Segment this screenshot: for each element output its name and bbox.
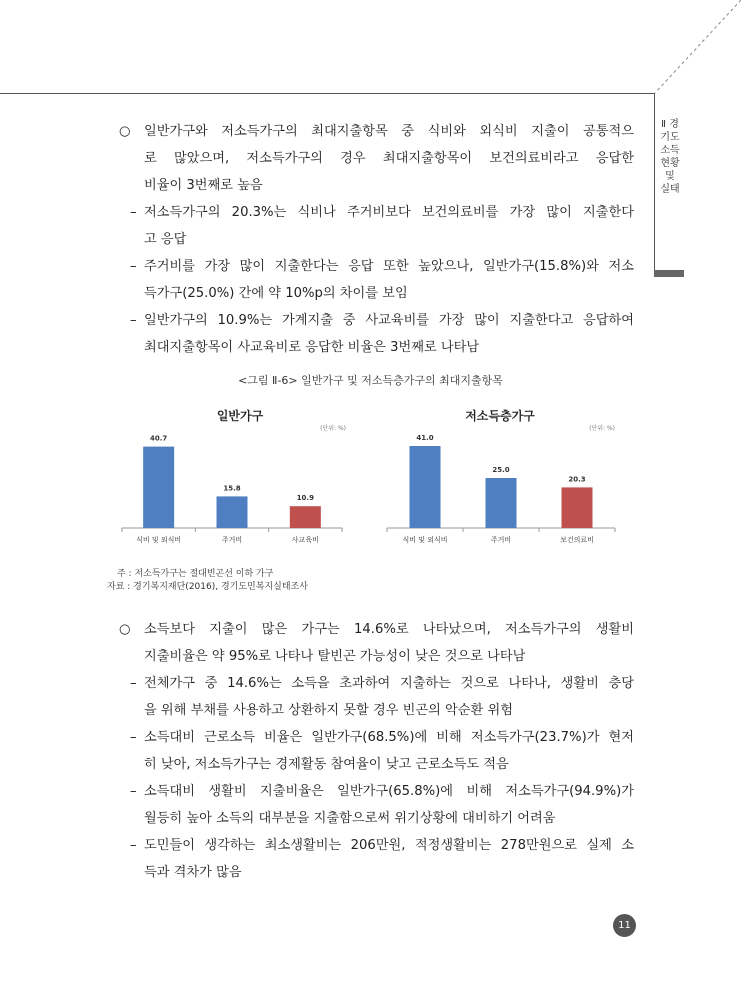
side-bar-marker	[654, 270, 684, 277]
category-label: 주거비	[490, 536, 512, 544]
bar	[562, 487, 593, 528]
chart-unit-label: (단위: %)	[320, 425, 346, 432]
text-line: 히 낮아, 저소득가구는 경제활동 참여율이 낮고 근로소득도 적음	[144, 757, 509, 772]
dash-bullet: –	[130, 730, 137, 745]
bar-value-label: 25.0	[492, 466, 510, 474]
chart-general-households	[110, 400, 370, 550]
figure-source: 자료 : 경기복지재단(2016), 경기도민복지실태조사	[107, 582, 308, 592]
text-line: 지출비율은 약 95%로 나타나 탈빈곤 가능성이 낮은 것으로 나타남	[144, 649, 526, 664]
dash-bullet: –	[130, 259, 137, 274]
bar-value-label: 40.7	[150, 434, 168, 443]
bar-value-label: 41.0	[416, 434, 434, 442]
text-line: 최대지출항목이 사교육비로 응답한 비율은 3번째로 나타남	[144, 340, 480, 355]
text-line: 소득대비 근로소득 비율은 일반가구(68.5%)에 비해 저소득가구(23.7%)가 현저	[144, 730, 634, 745]
circle-bullet: ○	[119, 622, 131, 637]
text-line: 소득대비 생활비 지출비율은 일반가구(65.8%)에 비해 저소득가구(94.9%)가	[144, 784, 634, 799]
text-line: 득가구(25.0%) 간에 약 10%p의 차이를 보임	[144, 286, 408, 301]
dash-bullet: –	[130, 784, 137, 799]
bar	[290, 506, 321, 528]
text-line: 전체가구 중 14.6%는 소득을 초과하여 지출하는 것으로 나타나, 생활비 충당	[144, 676, 634, 691]
text-line: 일반가구의 10.9%는 가계지출 중 사교육비를 가장 많이 지출한다고 응답하여	[144, 313, 634, 328]
figure-note: 주 : 저소득가구는 절대빈곤선 이하 가구	[117, 569, 274, 579]
bar	[143, 447, 174, 528]
text-line: 일반가구와 저소득가구의 최대지출항목 중 식비와 외식비 지출이 공통적으	[144, 124, 634, 139]
circle-bullet: ○	[119, 124, 131, 139]
bar-value-label: 15.8	[223, 484, 241, 493]
dash-bullet: –	[130, 205, 137, 220]
text-line: 을 위해 부채를 사용하고 상환하지 못할 경우 빈곤의 악순환 위험	[144, 703, 513, 718]
text-line: 소득보다 지출이 많은 가구는 14.6%로 나타났으며, 저소득가구의 생활비	[144, 622, 634, 637]
bar	[410, 446, 441, 528]
text-line: 득과 격차가 많음	[144, 865, 242, 880]
header-diagonal-decoration	[0, 0, 741, 100]
category-label: 사교육비	[291, 536, 319, 544]
text-line: 저소득가구의 20.3%는 식비나 주거비보다 보건의료비를 가장 많이 지출한다	[144, 205, 634, 220]
dash-bullet: –	[130, 313, 137, 328]
category-label: 식비 및 외식비	[402, 536, 448, 544]
chart-low-income-households	[375, 400, 625, 550]
bar	[217, 496, 248, 528]
text-line: 고 응답	[144, 232, 187, 247]
category-label: 식비 및 외식비	[136, 536, 182, 544]
side-rule	[654, 93, 655, 275]
header-rule	[0, 93, 655, 94]
text-line: 주거비를 가장 많이 지출한다는 응답 또한 높았으나, 일반가구(15.8%)와 저소	[144, 259, 634, 274]
text-line: 비율이 3번째로 높음	[144, 178, 263, 193]
category-label: 보건의료비	[560, 536, 594, 544]
bar	[486, 478, 517, 528]
dash-bullet: –	[130, 838, 137, 853]
bar-value-label: 10.9	[296, 494, 314, 503]
text-line: 로 많았으며, 저소득가구의 경우 최대지출항목이 보건의료비라고 응답한	[144, 151, 634, 166]
text-line: 도민들이 생각하는 최소생활비는 206만원, 적정생활비는 278만원으로 실제 소	[144, 838, 634, 853]
chart-title: 일반가구	[216, 409, 264, 423]
page-number: 11	[613, 914, 636, 937]
dash-bullet: –	[130, 676, 137, 691]
bar-value-label: 20.3	[568, 475, 586, 484]
side-chapter-label: Ⅱ 경기도 소득 현황 및 실태	[660, 119, 680, 195]
category-label: 주거비	[221, 536, 243, 544]
chart-unit-label: (단위: %)	[589, 425, 615, 432]
figure-caption: <그림 Ⅱ-6> 일반가구 및 저소득층가구의 최대지출항목	[238, 374, 503, 387]
text-line: 월등히 높아 소득의 대부분을 지출함으로써 위기상황에 대비하기 어려움	[144, 811, 556, 826]
chart-title: 저소득층가구	[465, 409, 535, 423]
